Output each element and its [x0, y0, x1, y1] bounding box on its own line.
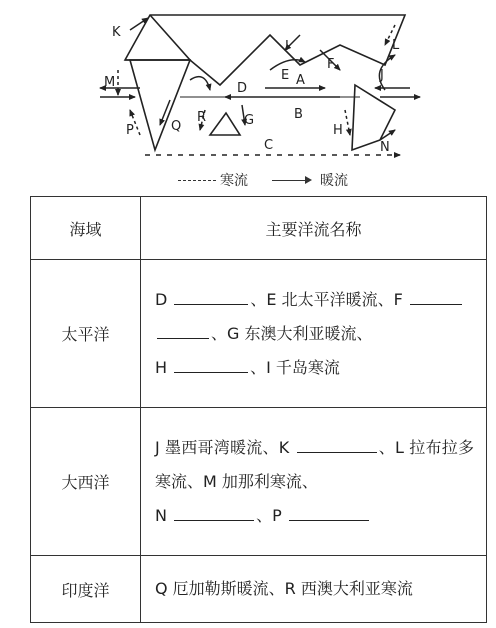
label-d: D: [237, 81, 248, 96]
current-h-arrow: [345, 110, 350, 135]
label-m: M: [104, 75, 116, 90]
text-g: 、G 东澳大利亚暖流、: [211, 323, 373, 343]
atlantic-currents: [141, 408, 487, 556]
label-c: C: [264, 138, 274, 153]
label-n: N: [380, 140, 390, 155]
sea-pacific: 太平洋: [31, 260, 141, 408]
table-row: [31, 556, 487, 623]
label-f: F: [327, 57, 335, 72]
table-header-row: [31, 197, 487, 260]
blank-f-1[interactable]: [410, 288, 462, 305]
blank-h[interactable]: [174, 356, 248, 373]
indian-currents: Q 厄加勒斯暖流、R 西澳大利亚寒流: [141, 556, 487, 623]
blank-f-2[interactable]: [157, 322, 209, 339]
legend-cold: [178, 170, 248, 190]
sea-indian: 印度洋: [31, 556, 141, 623]
blank-k[interactable]: [297, 436, 377, 453]
blank-d[interactable]: [174, 288, 248, 305]
label-l: L: [392, 38, 400, 53]
sea-atlantic: 大西洋: [31, 408, 141, 556]
current-d-arrow: [190, 77, 210, 90]
continent-shape-americas-north: [125, 15, 405, 85]
table-row: [31, 260, 487, 408]
legend-warm-label: 暖流: [320, 173, 348, 189]
ocean-currents-diagram: [0, 0, 496, 192]
legend-cold-label: 寒流: [220, 173, 248, 189]
legend-warm: [272, 170, 348, 190]
label-g: G: [244, 113, 255, 128]
label-j: J: [380, 68, 384, 83]
label-i: I: [285, 39, 289, 54]
label-k: K: [112, 25, 121, 40]
blank-n[interactable]: [174, 504, 254, 521]
warm-current-line: [272, 180, 310, 181]
cold-current-line: [178, 180, 216, 181]
label-h: H: [333, 123, 343, 138]
label-r: R: [197, 110, 207, 125]
text-d: D: [155, 289, 168, 309]
text-n: N: [155, 505, 167, 525]
label-q: Q: [171, 119, 182, 134]
blank-p[interactable]: [289, 504, 369, 521]
header-sea: 海域: [31, 197, 141, 260]
label-p: P: [126, 123, 134, 138]
header-currents: 主要洋流名称: [141, 197, 487, 260]
table-row: [31, 408, 487, 556]
pacific-currents: [141, 260, 487, 408]
current-q-arrow: [160, 100, 170, 125]
label-a: A: [296, 73, 305, 88]
continent-shape-small-triangle: [210, 113, 240, 135]
text-p: 、P: [256, 505, 282, 525]
text-h: H: [155, 357, 168, 377]
text-i: 、I 千岛寒流: [250, 357, 340, 377]
text-l: 、L 拉布拉多寒流、M 加那利寒流、: [155, 437, 474, 491]
text-j: J 墨西哥湾暖流、K: [155, 437, 290, 457]
label-e: E: [281, 68, 290, 83]
continent-shape-south-left: [130, 60, 190, 150]
continent-shape-upper-left: [125, 15, 190, 60]
label-b: B: [294, 107, 303, 122]
currents-table: [30, 196, 487, 623]
text-e: 、E 北太平洋暖流、F: [250, 289, 403, 309]
legend: [170, 170, 400, 190]
